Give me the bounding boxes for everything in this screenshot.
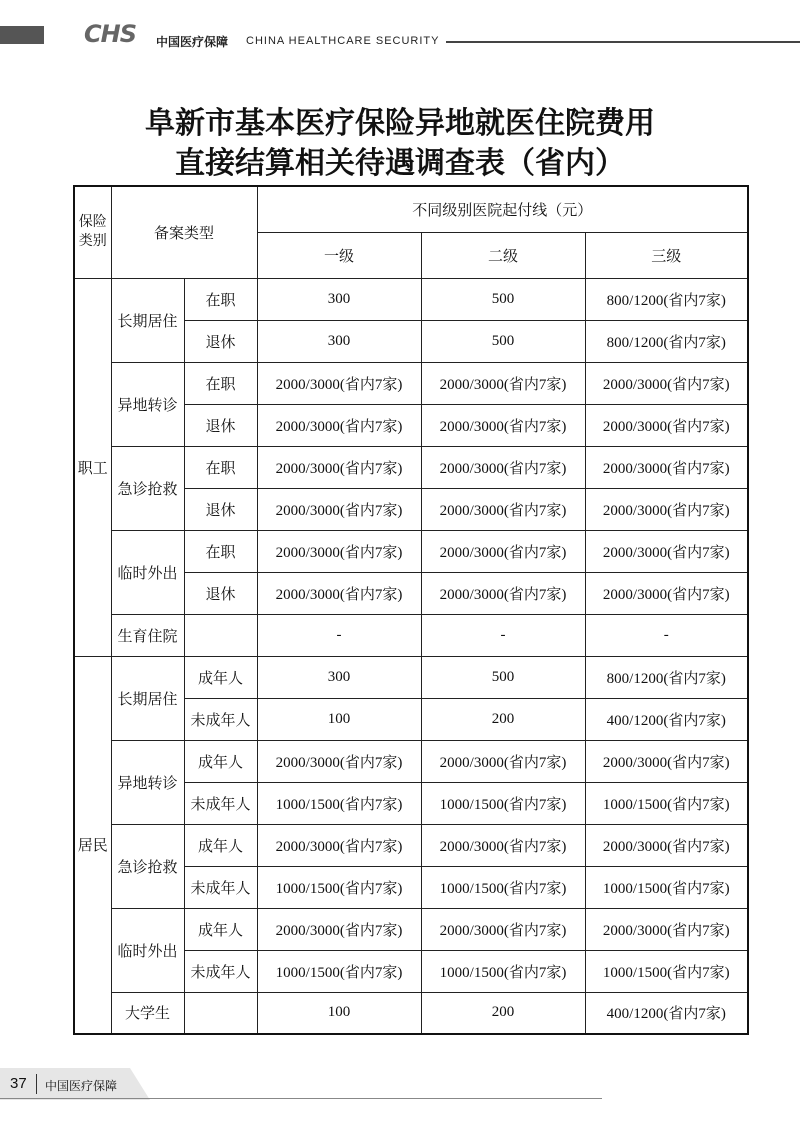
sub-type-cell: 退休	[184, 320, 257, 362]
threshold-level-2-cell: 2000/3000(省内7家)	[421, 446, 585, 488]
header-threshold-cell: 不同级别医院起付线（元）	[257, 186, 748, 232]
threshold-level-3-cell: 2000/3000(省内7家)	[585, 740, 748, 782]
threshold-level-3-cell: 800/1200(省内7家)	[585, 656, 748, 698]
threshold-level-2-cell: 500	[421, 278, 585, 320]
sub-type-cell: 退休	[184, 572, 257, 614]
threshold-level-2-cell: 200	[421, 698, 585, 740]
filing-type-cell: 异地转诊	[111, 362, 184, 446]
threshold-level-2-cell: 2000/3000(省内7家)	[421, 908, 585, 950]
sub-type-cell: 在职	[184, 278, 257, 320]
sub-type-cell: 成年人	[184, 824, 257, 866]
filing-type-cell: 临时外出	[111, 530, 184, 614]
threshold-level-1-cell: 1000/1500(省内7家)	[257, 866, 421, 908]
sub-type-cell: 未成年人	[184, 866, 257, 908]
table-row	[74, 992, 748, 1034]
threshold-level-2-cell: -	[421, 614, 585, 656]
header-category-label: 保险类别	[78, 214, 107, 250]
sub-type-cell	[184, 614, 257, 656]
filing-type-cell: 临时外出	[111, 908, 184, 992]
footer-separator	[36, 1074, 37, 1094]
sub-type-cell: 未成年人	[184, 698, 257, 740]
threshold-level-3-cell: 2000/3000(省内7家)	[585, 530, 748, 572]
table-row	[74, 614, 748, 656]
threshold-level-3-cell: 2000/3000(省内7家)	[585, 362, 748, 404]
sub-type-cell: 在职	[184, 362, 257, 404]
chs-logo: CHS	[84, 20, 136, 48]
header-level-2: 二级	[421, 232, 585, 278]
threshold-level-1-cell: -	[257, 614, 421, 656]
threshold-level-1-cell: 1000/1500(省内7家)	[257, 782, 421, 824]
filing-type-cell: 异地转诊	[111, 740, 184, 824]
filing-type-cell: 生育住院	[111, 614, 184, 656]
sub-type-cell: 退休	[184, 488, 257, 530]
threshold-level-3-cell: 1000/1500(省内7家)	[585, 866, 748, 908]
threshold-level-3-cell: 400/1200(省内7家)	[585, 992, 748, 1034]
filing-type-cell: 急诊抢救	[111, 446, 184, 530]
sub-type-cell: 在职	[184, 446, 257, 488]
threshold-level-1-cell: 100	[257, 992, 421, 1034]
threshold-level-1-cell: 300	[257, 278, 421, 320]
survey-table-body	[74, 186, 748, 1034]
threshold-level-1-cell: 2000/3000(省内7家)	[257, 446, 421, 488]
survey-table	[73, 185, 749, 1035]
header-brand-cn: 中国医疗保障	[156, 35, 229, 49]
sub-type-cell: 未成年人	[184, 782, 257, 824]
threshold-level-2-cell: 1000/1500(省内7家)	[421, 950, 585, 992]
threshold-level-3-cell: 2000/3000(省内7家)	[585, 908, 748, 950]
category-cell: 职工	[74, 278, 111, 656]
threshold-level-2-cell: 2000/3000(省内7家)	[421, 740, 585, 782]
threshold-level-2-cell: 200	[421, 992, 585, 1034]
threshold-level-3-cell: 2000/3000(省内7家)	[585, 488, 748, 530]
table-row	[74, 824, 748, 866]
page-title-line1: 阜新市基本医疗保险异地就医住院费用	[145, 106, 655, 141]
header-level-1: 一级	[257, 232, 421, 278]
sub-type-cell: 退休	[184, 404, 257, 446]
threshold-level-1-cell: 2000/3000(省内7家)	[257, 362, 421, 404]
filing-type-cell: 长期居住	[111, 278, 184, 362]
filing-type-cell: 急诊抢救	[111, 824, 184, 908]
threshold-level-3-cell: 1000/1500(省内7家)	[585, 950, 748, 992]
table-row	[74, 908, 748, 950]
filing-type-cell: 长期居住	[111, 656, 184, 740]
header-filing-cell: 备案类型	[111, 186, 257, 278]
sub-type-cell: 未成年人	[184, 950, 257, 992]
header-rule	[446, 41, 800, 43]
page-title-line2: 直接结算相关待遇调查表（省内）	[175, 146, 625, 181]
threshold-level-1-cell: 2000/3000(省内7家)	[257, 824, 421, 866]
header-level-3: 三级	[585, 232, 748, 278]
threshold-level-3-cell: 2000/3000(省内7家)	[585, 572, 748, 614]
threshold-level-2-cell: 2000/3000(省内7家)	[421, 404, 585, 446]
header-gray-block	[0, 26, 44, 44]
table-row	[74, 656, 748, 698]
header-category-cell	[74, 186, 111, 278]
threshold-level-1-cell: 2000/3000(省内7家)	[257, 740, 421, 782]
threshold-level-1-cell: 2000/3000(省内7家)	[257, 404, 421, 446]
threshold-level-1-cell: 300	[257, 656, 421, 698]
table-row	[74, 530, 748, 572]
threshold-level-1-cell: 2000/3000(省内7家)	[257, 488, 421, 530]
filing-type-cell: 大学生	[111, 992, 184, 1034]
table-header-row	[74, 186, 748, 232]
table-row	[74, 278, 748, 320]
threshold-level-2-cell: 1000/1500(省内7家)	[421, 782, 585, 824]
threshold-level-3-cell: 2000/3000(省内7家)	[585, 446, 748, 488]
threshold-level-3-cell: 2000/3000(省内7家)	[585, 824, 748, 866]
sub-type-cell: 成年人	[184, 656, 257, 698]
threshold-level-1-cell: 2000/3000(省内7家)	[257, 908, 421, 950]
threshold-level-3-cell: -	[585, 614, 748, 656]
threshold-level-2-cell: 2000/3000(省内7家)	[421, 824, 585, 866]
threshold-level-1-cell: 1000/1500(省内7家)	[257, 950, 421, 992]
threshold-level-3-cell: 800/1200(省内7家)	[585, 278, 748, 320]
threshold-level-3-cell: 2000/3000(省内7家)	[585, 404, 748, 446]
threshold-level-1-cell: 2000/3000(省内7家)	[257, 530, 421, 572]
header-brand-en: CHINA HEALTHCARE SECURITY	[246, 35, 440, 47]
sub-type-cell: 成年人	[184, 908, 257, 950]
threshold-level-3-cell: 1000/1500(省内7家)	[585, 782, 748, 824]
threshold-level-2-cell: 2000/3000(省内7家)	[421, 362, 585, 404]
table-row	[74, 740, 748, 782]
threshold-level-2-cell: 500	[421, 320, 585, 362]
threshold-level-1-cell: 100	[257, 698, 421, 740]
page-number: 37	[10, 1075, 27, 1092]
sub-type-cell: 成年人	[184, 740, 257, 782]
category-cell: 居民	[74, 656, 111, 1034]
threshold-level-2-cell: 1000/1500(省内7家)	[421, 866, 585, 908]
threshold-level-1-cell: 2000/3000(省内7家)	[257, 572, 421, 614]
threshold-level-3-cell: 400/1200(省内7家)	[585, 698, 748, 740]
threshold-level-2-cell: 2000/3000(省内7家)	[421, 488, 585, 530]
table-row	[74, 362, 748, 404]
threshold-level-2-cell: 500	[421, 656, 585, 698]
threshold-level-2-cell: 2000/3000(省内7家)	[421, 530, 585, 572]
threshold-level-2-cell: 2000/3000(省内7家)	[421, 572, 585, 614]
sub-type-cell	[184, 992, 257, 1034]
sub-type-cell: 在职	[184, 530, 257, 572]
table-row	[74, 446, 748, 488]
footer-magazine-name: 中国医疗保障	[45, 1079, 118, 1093]
footer-rule	[0, 1098, 602, 1099]
threshold-level-3-cell: 800/1200(省内7家)	[585, 320, 748, 362]
threshold-level-1-cell: 300	[257, 320, 421, 362]
